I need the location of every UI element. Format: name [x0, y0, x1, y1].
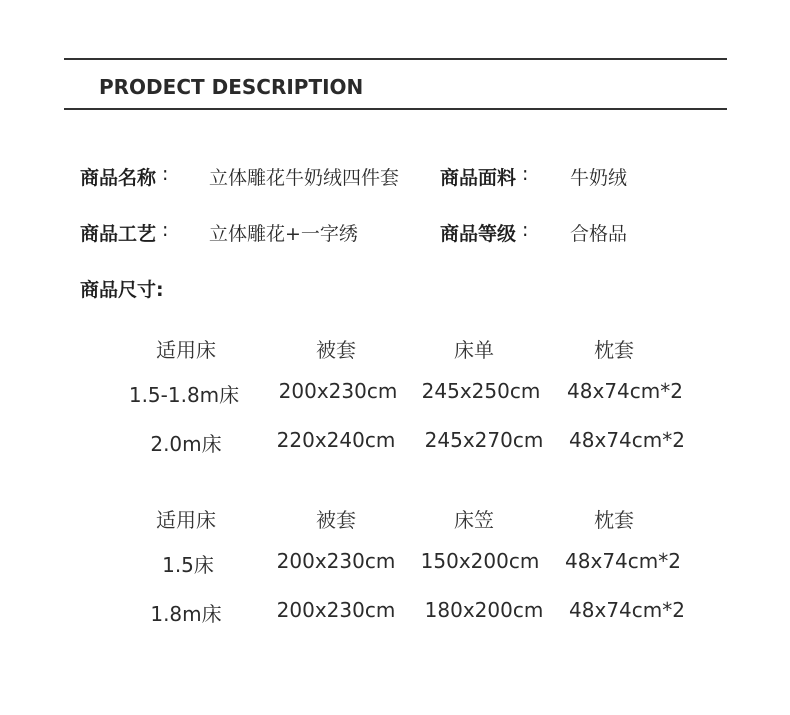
table-row	[0, 428, 790, 458]
cell-sheet: 245x250cm	[421, 379, 541, 403]
bottom-divider	[64, 108, 727, 110]
cell-bed: 1.5床	[162, 553, 214, 577]
size-label: 商品尺寸:	[80, 279, 164, 301]
table-header-row	[0, 334, 790, 364]
spec-colon-craft: :	[162, 219, 169, 241]
header-duvet: 被套	[316, 338, 356, 362]
spec-colon-fabric: :	[522, 163, 529, 185]
spec-value-name: 立体雕花牛奶绒四件套	[209, 167, 400, 189]
header-pillowcase: 枕套	[594, 508, 634, 532]
header-fitted-sheet: 床笠	[454, 508, 494, 532]
header-duvet: 被套	[316, 508, 356, 532]
cell-pillowcase: 48x74cm*2	[567, 379, 683, 403]
cell-pillowcase: 48x74cm*2	[569, 598, 685, 622]
header-sheet: 床单	[454, 338, 494, 362]
header-bed: 适用床	[156, 338, 216, 362]
spec-label-fabric: 商品面料	[440, 167, 517, 189]
cell-fitted-sheet: 150x200cm	[420, 549, 540, 573]
cell-duvet: 200x230cm	[276, 549, 396, 573]
spec-colon-grade: :	[522, 219, 529, 241]
cell-sheet: 245x270cm	[424, 428, 544, 452]
spec-value-grade: 合格品	[570, 223, 628, 245]
header-pillowcase: 枕套	[594, 338, 634, 362]
cell-duvet: 220x240cm	[276, 428, 396, 452]
section-title: PRODECT DESCRIPTION	[99, 75, 364, 99]
cell-duvet: 200x230cm	[276, 598, 396, 622]
spec-label-craft: 商品工艺	[80, 223, 157, 245]
table-row	[0, 598, 790, 628]
table-row	[0, 379, 790, 409]
cell-duvet: 200x230cm	[278, 379, 398, 403]
spec-colon-name: :	[162, 163, 169, 185]
spec-value-fabric: 牛奶绒	[570, 167, 628, 189]
table-header-row	[0, 504, 790, 534]
cell-bed: 1.5-1.8m床	[128, 383, 240, 407]
cell-bed: 1.8m床	[150, 602, 222, 626]
spec-label-name: 商品名称	[80, 167, 157, 189]
cell-pillowcase: 48x74cm*2	[565, 549, 681, 573]
header-bed: 适用床	[156, 508, 216, 532]
spec-value-craft: 立体雕花+一字绣	[209, 223, 358, 245]
cell-bed: 2.0m床	[150, 432, 222, 456]
spec-label-grade: 商品等级	[440, 223, 517, 245]
table-row	[0, 549, 790, 579]
cell-pillowcase: 48x74cm*2	[569, 428, 685, 452]
cell-fitted-sheet: 180x200cm	[424, 598, 544, 622]
top-divider	[64, 58, 727, 60]
